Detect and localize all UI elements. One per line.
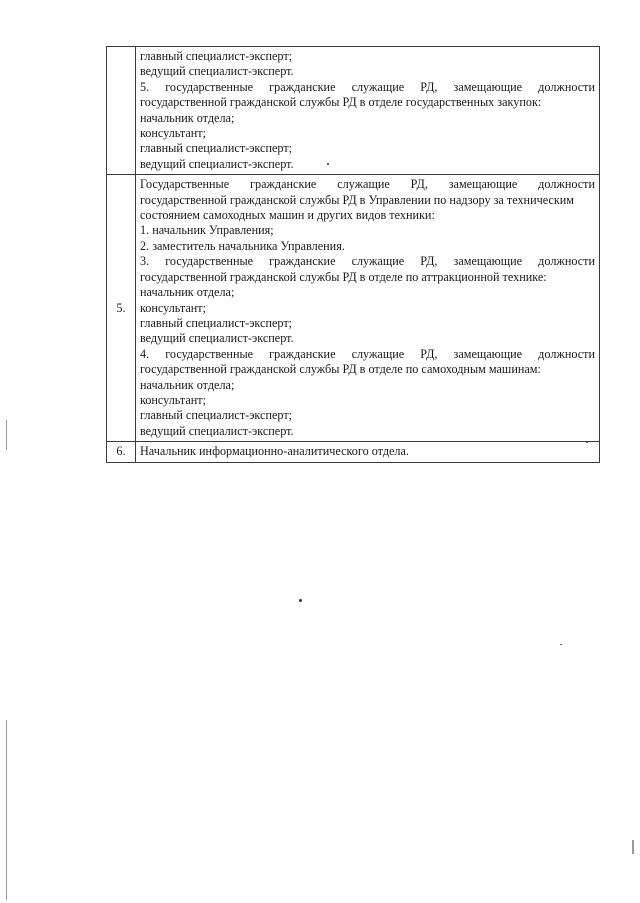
content-line: начальник отдела;: [140, 110, 235, 125]
scan-edge-mark: [632, 840, 634, 854]
scan-speck: [560, 644, 562, 645]
content-line: консультант;: [140, 300, 207, 315]
content-line: 3. государственные гражданские служащие РД, замещающие должности: [140, 254, 595, 269]
positions-table: [106, 46, 600, 463]
scan-speck: [327, 163, 329, 165]
content-line: консультант;: [140, 392, 207, 407]
content-line: 1. начальник Управления;: [140, 223, 274, 238]
content-line: главный специалист-эксперт;: [140, 408, 293, 423]
row-number: 5.: [107, 175, 136, 442]
content-line: начальник отдела;: [140, 377, 235, 392]
content-line: начальник отдела;: [140, 285, 235, 300]
scan-edge-mark: [6, 720, 7, 900]
content-line: Начальник информационно-аналитического отдела.: [140, 444, 409, 459]
content-line: государственной гражданской службы РД в отделе государственных закупок:: [140, 95, 542, 110]
row-content: [136, 47, 600, 175]
content-line: ведущий специалист-эксперт.: [140, 64, 294, 79]
scan-speck: [299, 599, 302, 602]
content-line: 4. государственные гражданские служащие РД, замещающие должности: [140, 346, 595, 361]
table-row: [107, 175, 600, 442]
scan-speck: [586, 441, 588, 443]
content-line: главный специалист-эксперт;: [140, 141, 293, 156]
content-line: состоянием самоходных машин и других видов техники:: [140, 208, 435, 223]
content-line: государственной гражданской службы РД в отделе по самоходным машинам:: [140, 362, 541, 377]
content-line: 5. государственные гражданские служащие РД, замещающие должности: [140, 79, 595, 94]
row-number: 6.: [107, 442, 136, 462]
content-line: главный специалист-эксперт;: [140, 315, 293, 330]
row-content: [136, 442, 600, 462]
content-line: 2. заместитель начальника Управления.: [140, 238, 345, 253]
scan-edge-mark: [6, 420, 7, 450]
content-line: Государственные гражданские служащие РД, замещающие должности: [140, 177, 595, 192]
content-line: консультант;: [140, 126, 207, 141]
row-number: [107, 47, 136, 175]
table-row: [107, 47, 600, 175]
content-line: ведущий специалист-эксперт.: [140, 423, 294, 438]
content-line: государственной гражданской службы РД в Управлении по надзору за техническим: [140, 192, 575, 207]
table-row: [107, 442, 600, 462]
row-content: [136, 175, 600, 442]
content-line: ведущий специалист-эксперт.: [140, 331, 294, 346]
content-line: главный специалист-эксперт;: [140, 49, 293, 63]
content-line: ведущий специалист-эксперт.: [140, 156, 294, 171]
content-line: государственной гражданской службы РД в отделе по аттракционной технике:: [140, 269, 547, 284]
